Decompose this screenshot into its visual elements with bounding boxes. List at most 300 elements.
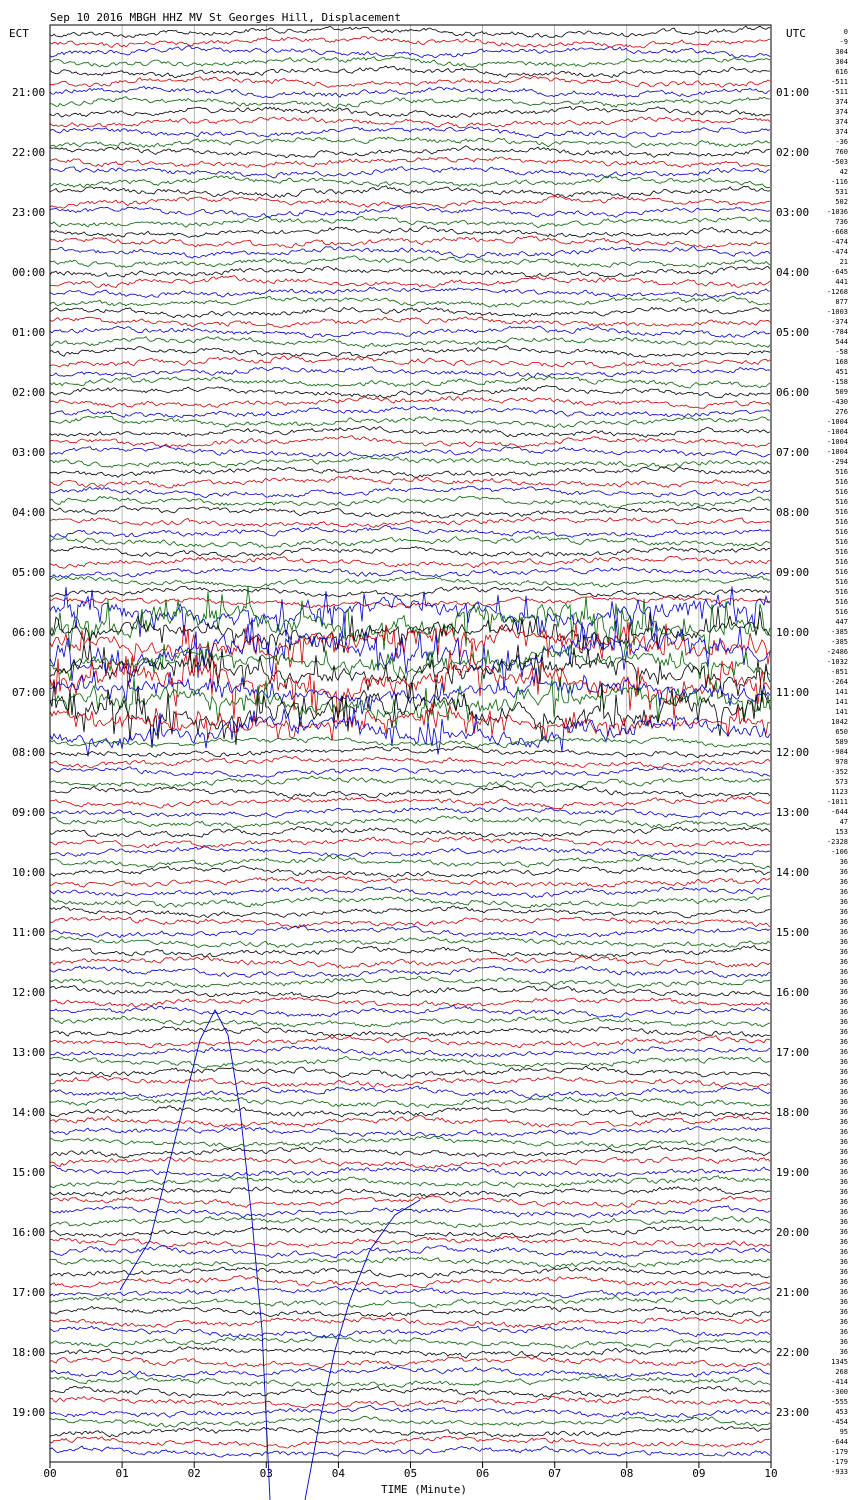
trace-row-80 [50, 827, 770, 838]
trace-offset-label-77: -1011 [826, 798, 848, 806]
x-tick-label-10: 10 [764, 1467, 778, 1480]
x-tick-label-7: 07 [548, 1467, 562, 1480]
trace-offset-label-90: 36 [839, 928, 848, 936]
left-hour-label-19: 16:00 [12, 1226, 46, 1239]
left-hour-label-22: 19:00 [12, 1406, 46, 1419]
x-tick-label-5: 05 [403, 1467, 418, 1480]
trace-row-41 [50, 436, 770, 448]
trace-row-40 [50, 427, 770, 438]
trace-row-90 [50, 926, 770, 938]
trace-row-56 [50, 587, 770, 598]
left-hour-labels [12, 86, 45, 1419]
trace-row-86 [50, 887, 770, 898]
trace-row-72 [50, 746, 770, 757]
trace-row-138 [50, 1405, 770, 1418]
trace-row-93 [50, 957, 770, 969]
trace-row-89 [50, 916, 770, 927]
trace-offset-label-65: -264 [831, 678, 848, 686]
trace-offset-label-85: 36 [839, 878, 848, 886]
trace-row-27 [50, 296, 770, 307]
trace-offset-label-134: 268 [835, 1368, 848, 1376]
trace-offset-label-132: 36 [839, 1348, 848, 1356]
right-hour-label-18: 19:00 [776, 1166, 810, 1179]
trace-row-31 [50, 337, 770, 348]
trace-row-28 [50, 307, 770, 317]
trace-offset-label-97: 36 [839, 998, 848, 1006]
trace-row-53 [50, 556, 770, 568]
trace-row-19 [50, 216, 770, 227]
trace-offset-label-84: 36 [839, 868, 848, 876]
trace-offset-label-143: -179 [831, 1458, 848, 1466]
trace-offset-label-91: 36 [839, 938, 848, 946]
trace-offset-label-66: 141 [835, 688, 848, 696]
trace-offset-label-96: 36 [839, 988, 848, 996]
trace-offset-label-56: 516 [835, 588, 848, 596]
trace-offset-labels [827, 28, 848, 1476]
right-hour-label-12: 13:00 [776, 806, 810, 819]
trace-layer [50, 26, 770, 1457]
trace-offset-label-29: -374 [831, 318, 848, 326]
trace-row-73 [50, 756, 770, 768]
trace-row-13 [50, 157, 770, 167]
trace-row-74 [50, 767, 770, 778]
trace-row-108 [50, 1106, 770, 1117]
right-hour-label-20: 21:00 [776, 1286, 810, 1299]
trace-row-9 [50, 117, 770, 128]
trace-row-140 [50, 1427, 770, 1438]
trace-offset-label-106: 36 [839, 1088, 848, 1096]
trace-offset-label-100: 36 [839, 1028, 848, 1036]
trace-row-5 [50, 76, 770, 87]
right-hour-label-1: 02:00 [776, 146, 810, 159]
trace-offset-label-16: 531 [835, 188, 848, 196]
trace-row-100 [50, 1027, 770, 1038]
trace-offset-label-63: -1032 [826, 658, 848, 666]
trace-row-47 [50, 496, 770, 507]
trace-row-104 [50, 1066, 770, 1078]
trace-offset-label-136: -300 [831, 1388, 848, 1396]
trace-row-20 [50, 226, 770, 237]
right-hour-label-9: 10:00 [776, 626, 810, 639]
trace-row-134 [50, 1366, 770, 1378]
trace-row-55 [50, 576, 770, 587]
trace-offset-label-38: 276 [835, 408, 848, 416]
trace-offset-label-105: 36 [839, 1078, 848, 1086]
trace-offset-label-107: 36 [839, 1098, 848, 1106]
trace-offset-label-50: 516 [835, 528, 848, 536]
trace-row-76 [50, 786, 770, 798]
trace-offset-label-116: 36 [839, 1188, 848, 1196]
trace-offset-label-26: -1268 [826, 288, 848, 296]
trace-row-30 [50, 326, 770, 337]
trace-row-81 [50, 836, 770, 847]
trace-offset-label-34: 451 [835, 368, 848, 376]
left-hour-label-16: 13:00 [12, 1046, 46, 1059]
trace-offset-label-15: -116 [831, 178, 848, 186]
right-axis-label: UTC [786, 27, 806, 40]
trace-row-60 [50, 607, 770, 655]
trace-row-18 [50, 206, 770, 217]
trace-row-6 [50, 86, 770, 97]
trace-offset-label-24: -645 [831, 268, 848, 276]
trace-offset-label-22: -474 [831, 248, 848, 256]
right-hour-label-17: 18:00 [776, 1106, 810, 1119]
trace-row-88 [50, 906, 770, 918]
trace-offset-label-59: 447 [835, 618, 848, 626]
trace-row-82 [50, 847, 770, 858]
trace-offset-label-133: 1345 [831, 1358, 848, 1366]
x-tick-label-1: 01 [115, 1467, 129, 1480]
trace-offset-label-81: -2328 [826, 838, 848, 846]
trace-row-119 [50, 1216, 770, 1227]
trace-row-77 [50, 796, 770, 809]
trace-offset-label-10: 374 [835, 128, 848, 136]
trace-row-32 [50, 346, 770, 358]
trace-row-26 [50, 287, 770, 297]
trace-offset-label-54: 516 [835, 568, 848, 576]
trace-offset-label-114: 36 [839, 1168, 848, 1176]
trace-row-37 [50, 396, 770, 408]
trace-row-34 [50, 367, 770, 378]
trace-offset-label-101: 36 [839, 1038, 848, 1046]
left-hour-label-0: 21:00 [12, 86, 46, 99]
trace-row-8 [50, 106, 770, 117]
trace-row-52 [50, 547, 770, 558]
trace-offset-label-64: -851 [831, 668, 848, 676]
trace-row-25 [50, 276, 770, 288]
trace-row-85 [50, 876, 770, 887]
trace-offset-label-62: -2486 [826, 648, 848, 656]
trace-offset-label-0: 0 [843, 28, 848, 36]
trace-offset-label-41: -1004 [826, 438, 848, 446]
trace-row-87 [50, 896, 770, 908]
trace-offset-label-110: 36 [839, 1128, 848, 1136]
trace-row-135 [50, 1376, 770, 1387]
right-hour-label-11: 12:00 [776, 746, 810, 759]
trace-row-114 [50, 1165, 770, 1176]
trace-row-22 [50, 247, 770, 259]
trace-offset-label-72: -984 [831, 748, 848, 756]
trace-row-136 [50, 1386, 770, 1397]
trace-row-105 [50, 1076, 770, 1087]
trace-row-44 [50, 467, 770, 478]
trace-offset-label-11: -36 [835, 138, 848, 146]
trace-offset-label-98: 36 [839, 1008, 848, 1016]
trace-offset-label-119: 36 [839, 1218, 848, 1226]
trace-offset-label-117: 36 [839, 1198, 848, 1206]
trace-offset-label-53: 516 [835, 558, 848, 566]
right-hour-label-14: 15:00 [776, 926, 810, 939]
trace-row-131 [50, 1336, 770, 1348]
trace-offset-label-112: 36 [839, 1148, 848, 1156]
trace-offset-label-35: -158 [831, 378, 848, 386]
trace-row-4 [50, 66, 770, 78]
trace-offset-label-131: 36 [839, 1338, 848, 1346]
trace-row-83 [50, 856, 770, 869]
trace-row-120 [50, 1227, 770, 1238]
trace-offset-label-109: 36 [839, 1118, 848, 1126]
trace-offset-label-45: 516 [835, 478, 848, 486]
trace-offset-label-57: 516 [835, 598, 848, 606]
trace-row-12 [50, 146, 770, 158]
trace-offset-label-125: 36 [839, 1278, 848, 1286]
trace-row-2 [50, 46, 770, 58]
trace-offset-label-79: 47 [839, 818, 848, 826]
trace-row-51 [50, 536, 770, 548]
right-hour-label-21: 22:00 [776, 1346, 810, 1359]
trace-offset-label-20: -668 [831, 228, 848, 236]
trace-offset-label-127: 36 [839, 1298, 848, 1306]
trace-row-92 [50, 946, 770, 958]
trace-row-129 [50, 1317, 770, 1328]
trace-offset-label-140: 95 [839, 1428, 848, 1436]
trace-offset-label-123: 36 [839, 1258, 848, 1266]
trace-offset-label-8: 374 [835, 108, 848, 116]
trace-offset-label-139: -454 [831, 1418, 848, 1426]
trace-offset-label-55: 516 [835, 578, 848, 586]
trace-row-130 [50, 1326, 770, 1337]
trace-row-107 [50, 1096, 770, 1107]
trace-row-14 [50, 167, 770, 178]
x-tick-label-9: 09 [692, 1467, 706, 1480]
left-hour-label-17: 14:00 [12, 1106, 46, 1119]
trace-row-7 [50, 97, 770, 109]
trace-row-121 [50, 1236, 770, 1247]
trace-row-15 [50, 176, 770, 188]
trace-offset-label-30: -784 [831, 328, 848, 336]
trace-offset-label-89: 36 [839, 918, 848, 926]
trace-row-124 [50, 1267, 770, 1278]
trace-offset-label-83: 36 [839, 858, 848, 866]
trace-offset-label-40: -1004 [826, 428, 848, 436]
trace-offset-label-124: 36 [839, 1268, 848, 1276]
left-hour-label-3: 00:00 [12, 266, 46, 279]
trace-row-125 [50, 1276, 770, 1288]
trace-offset-label-1: -9 [839, 38, 848, 46]
trace-offset-label-102: 36 [839, 1048, 848, 1056]
trace-row-112 [50, 1146, 770, 1158]
trace-row-101 [50, 1036, 770, 1048]
left-hour-label-15: 12:00 [12, 986, 46, 999]
trace-row-49 [50, 517, 770, 527]
trace-offset-label-70: 650 [835, 728, 848, 736]
trace-row-16 [50, 186, 770, 198]
trace-offset-label-71: 589 [835, 738, 848, 746]
trace-offset-label-12: 760 [835, 148, 848, 156]
left-hour-label-14: 11:00 [12, 926, 46, 939]
trace-row-96 [50, 986, 770, 998]
trace-offset-label-115: 36 [839, 1178, 848, 1186]
trace-offset-label-137: -555 [831, 1398, 848, 1406]
trace-row-128 [50, 1306, 770, 1317]
trace-offset-label-21: -474 [831, 238, 848, 246]
left-hour-label-7: 04:00 [12, 506, 46, 519]
trace-offset-label-32: -58 [835, 348, 848, 356]
trace-offset-label-37: -430 [831, 398, 848, 406]
trace-offset-label-36: 509 [835, 388, 848, 396]
trace-row-102 [50, 1046, 770, 1057]
trace-row-111 [50, 1136, 770, 1148]
left-hour-label-11: 08:00 [12, 746, 46, 759]
trace-offset-label-73: 978 [835, 758, 848, 766]
trace-offset-label-23: 21 [839, 258, 848, 266]
left-hour-label-8: 05:00 [12, 566, 46, 579]
event-trace-1 [120, 1010, 270, 1500]
x-axis-ticks [43, 1462, 777, 1480]
trace-row-36 [50, 386, 770, 398]
trace-offset-label-99: 36 [839, 1018, 848, 1026]
trace-offset-label-104: 36 [839, 1068, 848, 1076]
left-hour-label-1: 22:00 [12, 146, 46, 159]
trace-offset-label-68: 141 [835, 708, 848, 716]
trace-offset-label-33: 168 [835, 358, 848, 366]
trace-offset-label-46: 516 [835, 488, 848, 496]
chart-title: Sep 10 2016 MBGH HHZ MV St Georges Hill, Displacement [50, 11, 401, 24]
trace-row-98 [50, 1006, 770, 1018]
trace-row-137 [50, 1396, 770, 1408]
right-hour-label-3: 04:00 [776, 266, 810, 279]
x-tick-label-0: 00 [43, 1467, 57, 1480]
trace-offset-label-17: 502 [835, 198, 848, 206]
trace-offset-label-52: 516 [835, 548, 848, 556]
right-hour-label-6: 07:00 [776, 446, 810, 459]
trace-offset-label-126: 36 [839, 1288, 848, 1296]
trace-offset-label-14: 42 [839, 168, 848, 176]
trace-row-48 [50, 506, 770, 518]
trace-row-38 [50, 407, 770, 418]
trace-row-0 [50, 26, 770, 37]
trace-offset-label-120: 36 [839, 1228, 848, 1236]
trace-offset-label-67: 141 [835, 698, 848, 706]
trace-offset-label-103: 36 [839, 1058, 848, 1066]
trace-row-94 [50, 966, 770, 978]
trace-offset-label-19: 736 [835, 218, 848, 226]
trace-offset-label-13: -503 [831, 158, 848, 166]
trace-offset-label-88: 36 [839, 908, 848, 916]
trace-offset-label-94: 36 [839, 968, 848, 976]
trace-offset-label-60: -385 [831, 628, 848, 636]
trace-offset-label-5: -511 [831, 78, 848, 86]
trace-row-123 [50, 1257, 770, 1268]
trace-offset-label-25: 441 [835, 278, 848, 286]
trace-row-23 [50, 256, 770, 268]
left-hour-label-6: 03:00 [12, 446, 46, 459]
trace-row-3 [50, 57, 770, 68]
trace-offset-label-121: 36 [839, 1238, 848, 1246]
trace-row-122 [50, 1245, 770, 1258]
trace-offset-label-9: 374 [835, 118, 848, 126]
trace-offset-label-61: -385 [831, 638, 848, 646]
trace-row-46 [50, 486, 770, 498]
trace-row-97 [50, 997, 770, 1007]
trace-row-39 [50, 416, 770, 428]
right-hour-label-16: 17:00 [776, 1046, 810, 1059]
trace-row-132 [50, 1347, 770, 1359]
x-tick-label-3: 03 [259, 1467, 273, 1480]
right-hour-label-15: 16:00 [776, 986, 810, 999]
trace-offset-label-135: -414 [831, 1378, 848, 1386]
trace-offset-label-108: 36 [839, 1108, 848, 1116]
trace-offset-label-86: 36 [839, 888, 848, 896]
trace-row-24 [50, 266, 770, 277]
x-tick-label-8: 08 [620, 1467, 634, 1480]
x-axis-label: TIME (Minute) [380, 1483, 468, 1496]
left-hour-label-13: 10:00 [12, 866, 46, 879]
trace-offset-label-18: -1036 [826, 208, 848, 216]
right-hour-label-7: 08:00 [776, 506, 810, 519]
trace-offset-label-82: -106 [831, 848, 848, 856]
left-hour-label-12: 09:00 [12, 806, 46, 819]
trace-offset-label-69: 1042 [831, 718, 848, 726]
right-hour-label-4: 05:00 [776, 326, 810, 339]
trace-offset-label-87: 36 [839, 898, 848, 906]
trace-row-115 [50, 1176, 770, 1188]
left-hour-label-5: 02:00 [12, 386, 46, 399]
trace-offset-label-43: -294 [831, 458, 848, 466]
trace-offset-label-27: 877 [835, 298, 848, 306]
trace-offset-label-47: 516 [835, 498, 848, 506]
trace-offset-label-130: 36 [839, 1328, 848, 1336]
trace-row-78 [50, 807, 770, 817]
trace-row-35 [50, 376, 770, 388]
trace-row-43 [50, 457, 770, 468]
trace-row-10 [50, 127, 770, 138]
right-hour-label-0: 01:00 [776, 86, 810, 99]
trace-row-50 [50, 525, 770, 537]
trace-offset-label-74: -352 [831, 768, 848, 776]
trace-row-21 [50, 236, 770, 248]
trace-offset-label-4: 616 [835, 68, 848, 76]
right-hour-label-8: 09:00 [776, 566, 810, 579]
trace-offset-label-2: 304 [835, 48, 848, 56]
x-tick-label-4: 04 [331, 1467, 346, 1480]
trace-offset-label-3: 304 [835, 58, 848, 66]
trace-offset-label-142: -179 [831, 1448, 848, 1456]
trace-row-84 [50, 866, 770, 877]
trace-row-113 [50, 1157, 770, 1168]
trace-offset-label-44: 516 [835, 468, 848, 476]
trace-offset-label-128: 36 [839, 1308, 848, 1316]
trace-row-11 [50, 137, 770, 148]
left-hour-label-4: 01:00 [12, 326, 46, 339]
trace-row-91 [50, 937, 770, 948]
left-hour-label-21: 18:00 [12, 1346, 46, 1359]
trace-row-54 [50, 567, 770, 577]
left-hour-label-2: 23:00 [12, 206, 46, 219]
trace-offset-label-58: 516 [835, 608, 848, 616]
trace-row-42 [50, 446, 770, 457]
trace-offset-label-31: 544 [835, 338, 848, 346]
right-hour-label-13: 14:00 [776, 866, 810, 879]
left-hour-label-20: 17:00 [12, 1286, 46, 1299]
right-hour-label-19: 20:00 [776, 1226, 810, 1239]
trace-offset-label-49: 516 [835, 518, 848, 526]
trace-offset-label-95: 36 [839, 978, 848, 986]
right-hour-label-5: 06:00 [776, 386, 810, 399]
trace-row-110 [50, 1127, 770, 1137]
trace-offset-label-118: 36 [839, 1208, 848, 1216]
trace-offset-label-138: 453 [835, 1408, 848, 1416]
trace-row-79 [50, 816, 770, 828]
trace-offset-label-113: 36 [839, 1158, 848, 1166]
trace-offset-label-93: 36 [839, 958, 848, 966]
trace-row-109 [50, 1115, 770, 1127]
trace-row-1 [50, 37, 770, 48]
trace-row-29 [50, 317, 770, 328]
trace-row-106 [50, 1086, 770, 1098]
trace-offset-label-39: -1004 [826, 418, 848, 426]
trace-offset-label-75: 573 [835, 778, 848, 786]
